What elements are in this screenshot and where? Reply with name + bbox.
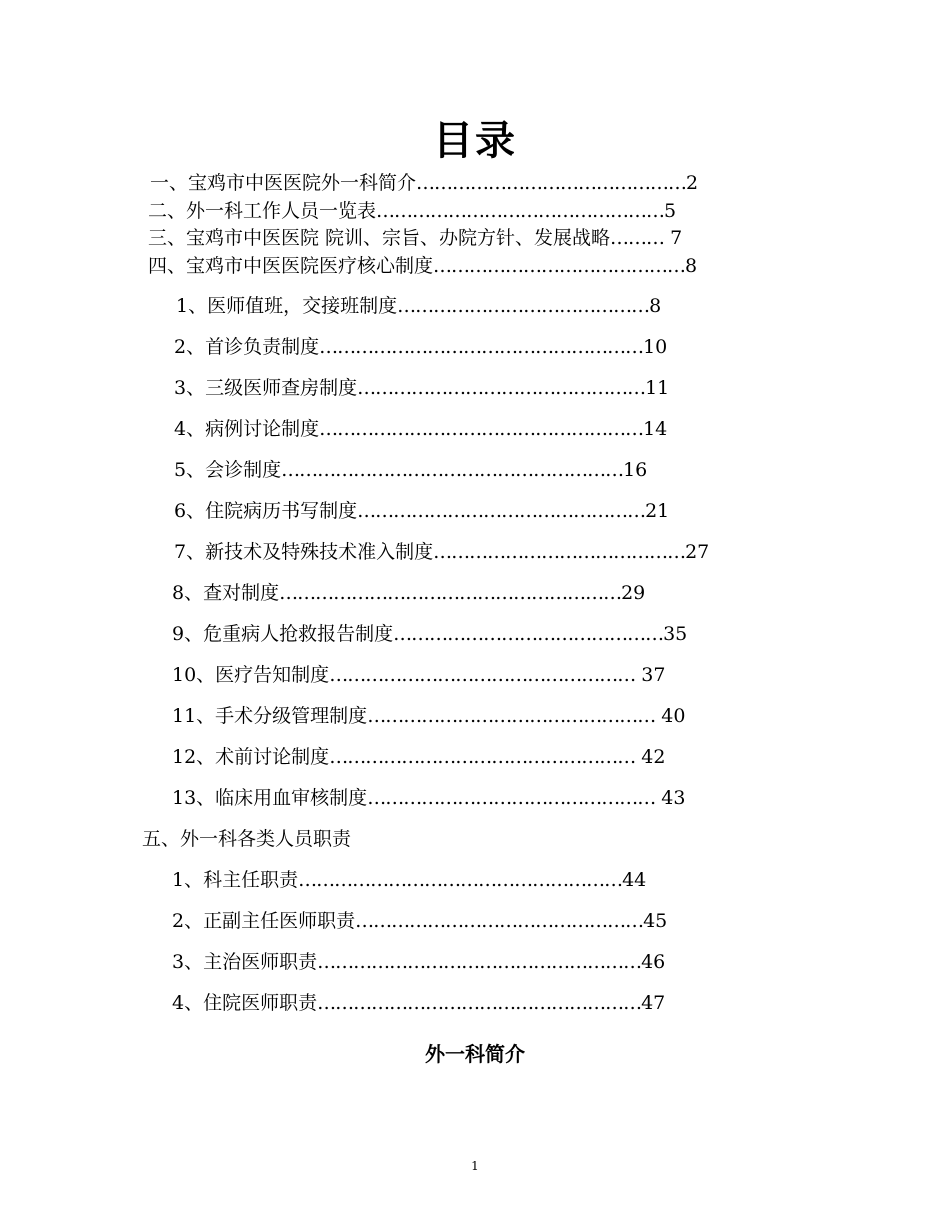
toc-entry [172,949,665,975]
toc-page-number: 44 [622,869,647,891]
toc-entry-text: 5、会诊制度 [174,459,282,481]
toc-entry [172,908,667,934]
toc-entry-text: 12、术前讨论制度 [172,746,330,768]
toc-leader-dots: …………………………………………… [329,664,636,686]
toc-entry-text: 五、外一科各类人员职责 [142,828,352,850]
toc-leader-dots: ………………………………………… [357,377,646,399]
toc-page-number: 8 [685,255,698,277]
toc-entry [174,375,669,401]
toc-entry-text: 2、首诊负责制度 [174,336,320,358]
toc-entry [174,334,667,360]
toc-entry [172,621,687,647]
toc-leader-dots: …………………………………… [433,541,686,563]
toc-entry-text: 10、医疗告知制度 [172,664,330,686]
toc-leader-dots: ………………………………………… [367,787,656,809]
toc-leader-dots: …………………………………… [433,255,686,277]
toc-leader-dots: ………………………………………… [355,910,644,932]
toc-entry-text: 7、新技术及特殊技术准入制度 [174,541,434,563]
toc-entry-text: 11、手术分级管理制度 [172,705,368,727]
toc-page-number: 7 [664,227,683,249]
toc-leader-dots: ………………………………………… [367,705,656,727]
toc-entry-text: 6、住院病历书写制度 [174,500,358,522]
toc-page-number: 11 [645,377,670,399]
toc-entry-text: 1、科主任职责 [172,869,299,891]
toc-entry-text: 三、宝鸡市中医医院 院训、宗旨、办院方针、发展战略 [148,227,611,249]
toc-entry-text: 一、宝鸡市中医医院外一科简介 [150,172,417,194]
toc-entry-text: 9、危重病人抢救报告制度 [172,623,394,645]
toc-leader-dots: ……………………………………………… [319,418,644,440]
toc-entry [148,198,676,224]
toc-entry-text: 2、正副主任医师职责 [172,910,356,932]
toc-leader-dots: …………………………………………… [329,746,636,768]
toc-leader-dots: ……… [610,227,665,249]
toc-leader-dots: ………………………………………… [376,200,665,222]
toc-entry-text: 4、住院医师职责 [172,992,318,1014]
toc-leader-dots: ……………………………………………… [317,951,642,973]
toc-leader-dots: …………………………………… [397,295,650,317]
toc-entry [174,416,667,442]
toc-page-number: 45 [643,910,668,932]
toc-entry-text: 四、宝鸡市中医医院医疗核心制度 [148,255,434,277]
toc-entry [172,785,685,811]
toc-entry [172,867,646,893]
toc-entry-text: 4、病例讨论制度 [174,418,320,440]
page-title: 目录 [433,117,517,164]
toc-leader-dots: ……………………………………………… [319,336,644,358]
toc-page-number: 42 [635,746,666,768]
toc-page-number: 16 [623,459,648,481]
toc-entry [148,253,697,279]
toc-page-number: 21 [645,500,670,522]
toc-page-number: 46 [641,951,666,973]
toc-leader-dots: ……………………………………………… [317,992,642,1014]
toc-page-number: 37 [635,664,666,686]
toc-entry-text: 二、外一科工作人员一览表 [148,200,377,222]
toc-entry [176,293,661,319]
toc-entry-text: 13、临床用血审核制度 [172,787,368,809]
toc-page-number: 47 [641,992,666,1014]
toc-page-number: 5 [664,200,677,222]
toc-page-number: 14 [643,418,668,440]
toc-page-number: 35 [663,623,688,645]
toc-leader-dots: ………………………………………………… [281,459,624,481]
toc-leader-dots: ……………………………………………… [298,869,623,891]
toc-entry [174,539,709,565]
section-heading: 外一科简介 [425,1042,525,1066]
toc-section-heading [142,826,351,852]
toc-page-number: 29 [621,582,646,604]
toc-page-number: 10 [643,336,668,358]
toc-page-number: 40 [655,705,686,727]
toc-page-number: 43 [655,787,686,809]
page-number: 1 [471,1159,479,1173]
toc-entry [172,703,685,729]
toc-page-number: 2 [686,172,699,194]
toc-page-number: 8 [649,295,662,317]
toc-entry [172,990,665,1016]
toc-entry-text: 3、三级医师查房制度 [174,377,358,399]
toc-leader-dots: ………………………………………………… [279,582,622,604]
toc-entry [150,170,698,196]
toc-entry-text: 8、查对制度 [172,582,280,604]
toc-entry [174,498,669,524]
toc-entry [172,662,665,688]
toc-entry-text: 3、主治医师职责 [172,951,318,973]
toc-leader-dots: ……………………………………… [393,623,664,645]
toc-leader-dots: ……………………………………… [416,172,687,194]
toc-entry [172,580,645,606]
toc-entry [174,457,647,483]
toc-leader-dots: ………………………………………… [357,500,646,522]
toc-entry [148,225,682,251]
toc-entry [172,744,665,770]
toc-entry-text: 1、医师值班，交接班制度 [176,295,398,317]
toc-page-number: 27 [685,541,710,563]
